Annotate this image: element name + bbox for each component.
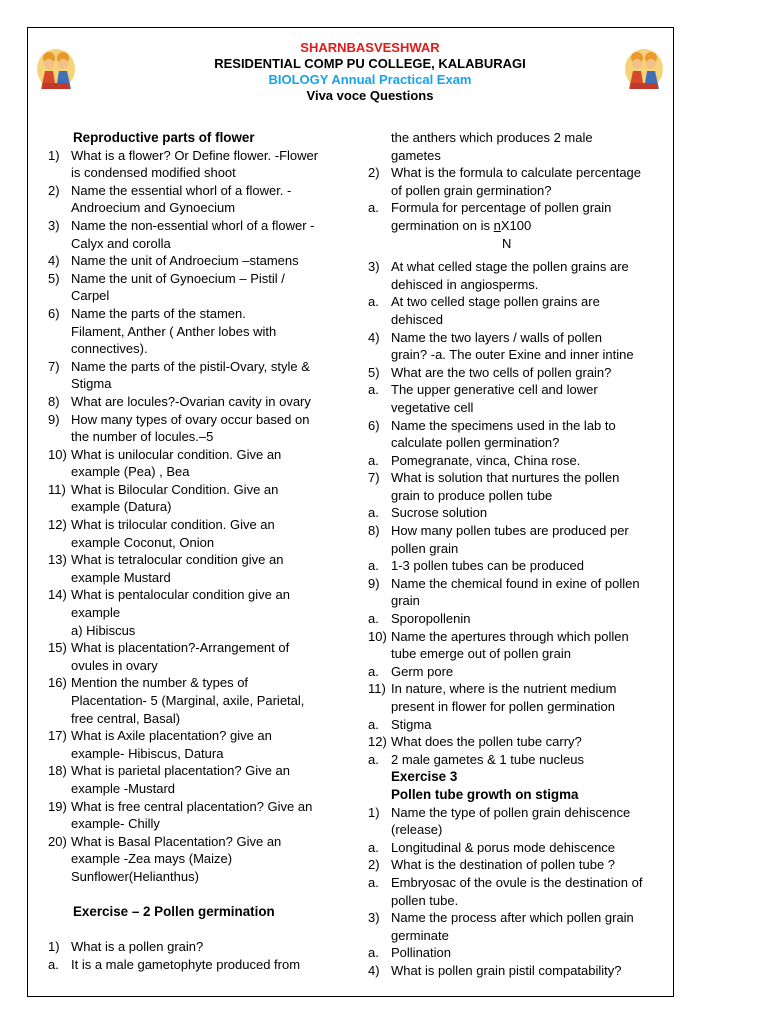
list-item: 11) In nature, where is the nutrient medium present in flower for pollen germination xyxy=(368,681,617,714)
list-item: 3) At what celled stage the pollen grains are dehisced in angiosperms. xyxy=(368,259,629,292)
list-item: 13) What is tetralocular condition give an example Mustard xyxy=(48,552,284,585)
exam-title: BIOLOGY Annual Practical Exam xyxy=(268,72,472,87)
list-item: 12) What does the pollen tube carry? xyxy=(368,734,582,750)
answer-item: a. Longitudinal & porus mode dehiscence xyxy=(368,839,616,855)
section-heading: Exercise 3 xyxy=(391,769,458,785)
answer-item: a. The upper generative cell and lower vegetative cell xyxy=(368,382,598,415)
list-item: 2) What is the formula to calculate percentage of pollen grain germination? xyxy=(368,165,642,198)
section-heading: Reproductive parts of flower xyxy=(73,130,255,145)
deity-logo-icon xyxy=(623,45,665,91)
list-item: 12) What is trilocular condition. Give an example Coconut, Onion xyxy=(48,517,275,550)
list-item: 10) Name the apertures through which pollen tube emerge out of pollen grain xyxy=(368,628,629,662)
list-item: 14) What is pentalocular condition give an example a) Hibiscus xyxy=(48,587,290,638)
answer-item: a. Sucrose solution xyxy=(368,505,488,521)
list-item: 11) What is Bilocular Condition. Give an example (Datura) xyxy=(48,481,279,515)
list-item: 17) What is Axile placentation? give an example- Hibiscus, Datura xyxy=(48,728,272,761)
answer-item: a. Pollination xyxy=(368,945,451,961)
list-item: 16) Mention the number & types of Placentation- 5 (Marginal, axile, Parietal, free central, Basal) xyxy=(48,675,305,726)
answer-item: a. Germ pore xyxy=(368,663,454,679)
list-item: 18) What is parietal placentation? Give an example -Mustard xyxy=(48,763,290,796)
answer-item: a. Sporopollenin xyxy=(368,611,471,627)
list-item: 1) What is a flower? Or Define flower. -Flower is condensed modified shoot xyxy=(48,147,319,181)
list-item: 20) What is Basal Placentation? Give an example -Zea mays (Maize) Sunflower(Helianthus) xyxy=(48,833,282,884)
list-item: 6) Name the parts of the stamen. Filament, Anther ( Anther lobes with connectives). xyxy=(48,305,277,357)
college-subtitle: RESIDENTIAL COMP PU COLLEGE, KALABURAGI xyxy=(214,56,526,71)
answer-item: a. Formula for percentage of pollen grain germination on is nX100 N xyxy=(368,200,612,251)
answer-item: a. Stigma xyxy=(368,716,432,732)
page-header xyxy=(120,40,620,104)
list-item: 9) Name the chemical found in exine of pollen grain xyxy=(368,575,640,609)
list-item: 2) What is the destination of pollen tube ? xyxy=(368,857,616,873)
answer-item: a. 2 male gametes & 1 tube nucleus xyxy=(368,751,584,767)
answer-item: a. Embryosac of the ovule is the destination of pollen tube. xyxy=(368,874,643,908)
list-item: 10) What is unilocular condition. Give an example (Pea) , Bea xyxy=(48,446,282,480)
list-item: 15) What is placentation?-Arrangement of ovules in ovary xyxy=(48,640,290,673)
list-item: 7) Name the parts of the pistil-Ovary, style & Stigma xyxy=(48,358,310,392)
list-item: 4) What is pollen grain pistil compatability? xyxy=(368,962,622,978)
section-heading: Exercise – 2 Pollen germination xyxy=(73,904,275,920)
list-item: 1) Name the type of pollen grain dehiscence (release) xyxy=(368,804,631,838)
list-item: 5) What are the two cells of pollen grain? xyxy=(368,364,612,380)
exam-subtitle: Viva voce Questions xyxy=(306,88,434,103)
list-item: 1) What is a pollen grain? xyxy=(48,939,204,955)
college-name: SHARNBASVESHWAR xyxy=(300,40,440,55)
list-item: 5) Name the unit of Gynoecium – Pistil / Carpel xyxy=(48,270,285,304)
deity-logo-icon xyxy=(35,45,77,91)
list-item: 6) Name the specimens used in the lab to calculate pollen germination? xyxy=(368,417,616,451)
continued-text: gametes xyxy=(391,147,441,163)
section-heading: Pollen tube growth on stigma xyxy=(391,786,579,802)
answer-item: a. 1-3 pollen tubes can be produced xyxy=(368,558,584,574)
list-item: 8) How many pollen tubes are produced per pollen grain xyxy=(368,523,629,556)
answer-item: a. It is a male gametophyte produced from xyxy=(48,956,301,972)
list-item: 4) Name the unit of Androecium –stamens xyxy=(48,253,299,269)
list-item: 3) Name the non-essential whorl of a flower - Calyx and corolla xyxy=(48,217,315,251)
continued-text: the anthers which produces 2 male xyxy=(391,130,593,145)
list-item: 2) Name the essential whorl of a flower. - Androecium and Gynoecium xyxy=(48,182,292,216)
list-item: 8) What are locules?-Ovarian cavity in ovary xyxy=(48,393,311,409)
right-column xyxy=(368,129,668,980)
answer-item: a. Pomegranate, vinca, China rose. xyxy=(368,452,581,468)
list-item: 9) How many types of ovary occur based on the number of locules.–5 xyxy=(48,411,310,445)
list-item: 4) Name the two layers / walls of pollen grain? -a. The outer Exine and inner intine xyxy=(368,329,634,363)
left-column xyxy=(48,129,348,974)
list-item: 19) What is free central placentation? Give an example- Chilly xyxy=(48,798,313,832)
list-item: 3) Name the process after which pollen grain germinate xyxy=(368,910,634,943)
answer-item: a. At two celled stage pollen grains are dehisced xyxy=(368,294,600,327)
list-item: 7) What is solution that nurtures the pollen grain to produce pollen tube xyxy=(368,470,620,503)
